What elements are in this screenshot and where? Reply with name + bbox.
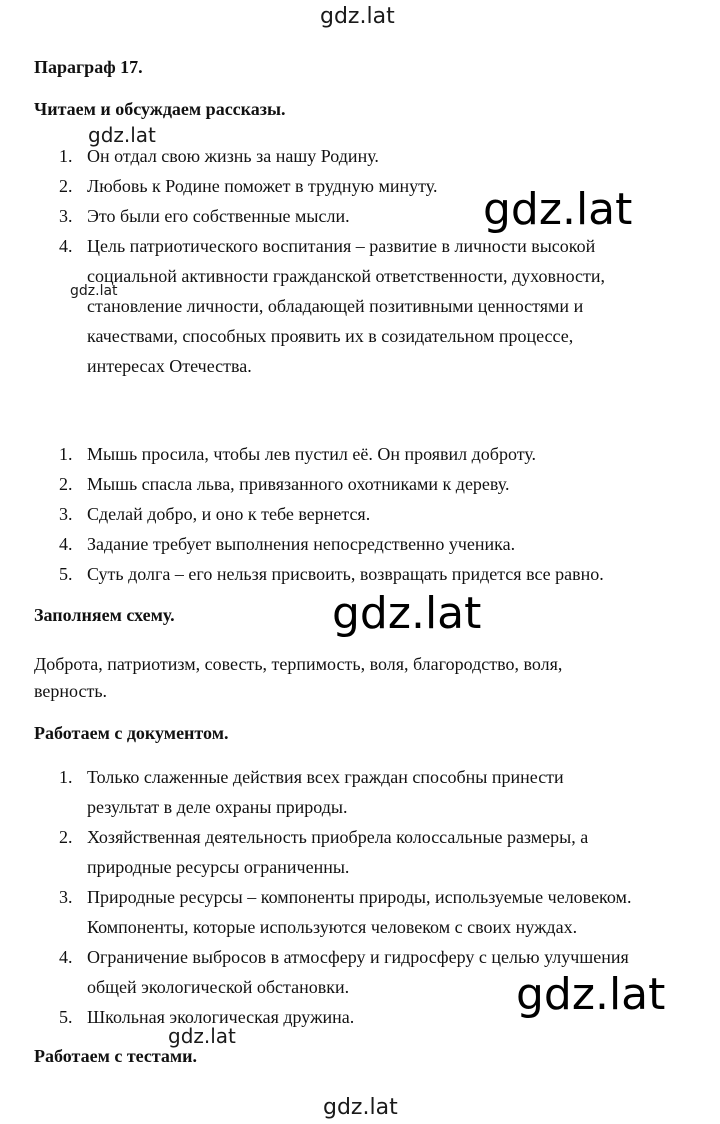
list-number: 1. xyxy=(59,767,73,787)
watermark-small: gdz.lat xyxy=(88,123,156,147)
list-item-text: Мышь просила, чтобы лев пустил её. Он проявил доброту. xyxy=(87,444,537,464)
list-item-text: Мышь спасла льва, привязанного охотниками к дереву. xyxy=(87,474,510,494)
section-heading-reading: Читаем и обсуждаем рассказы. xyxy=(34,99,286,119)
list-number: 3. xyxy=(59,206,73,226)
watermark-large: gdz.lat xyxy=(332,588,482,639)
list-number: 5. xyxy=(59,564,73,584)
section-heading-tests: Работаем с тестами. xyxy=(34,1046,198,1066)
list-item-text: Природные ресурсы – компоненты природы, используемые человеком. xyxy=(87,887,632,907)
list-number: 2. xyxy=(59,827,73,847)
list-number: 3. xyxy=(59,504,73,524)
list-item-text: Хозяйственная деятельность приобрела колоссальные размеры, а xyxy=(87,827,589,847)
list-item-text: Суть долга – его нельзя присвоить, возвращать придется все равно. xyxy=(87,564,604,584)
list-item-text: интересах Отечества. xyxy=(87,356,252,376)
list-item-text: становление личности, обладающей позитивными ценностями и xyxy=(87,296,584,316)
watermark-top: gdz.lat xyxy=(320,4,395,29)
watermark-small: gdz.lat xyxy=(168,1024,236,1048)
watermark-large: gdz.lat xyxy=(516,969,666,1020)
watermark-large: gdz.lat xyxy=(483,184,633,235)
list-item-text: Любовь к Родине поможет в трудную минуту. xyxy=(87,176,438,196)
list-item-text: Школьная экологическая дружина. xyxy=(87,1007,355,1027)
list-number: 4. xyxy=(59,947,73,967)
list-item-text: общей экологической обстановки. xyxy=(87,977,350,997)
list-number: 1. xyxy=(59,444,73,464)
list-number: 1. xyxy=(59,146,73,166)
scheme-text: Доброта, патриотизм, совесть, терпимость, воля, благородство, воля, xyxy=(34,654,563,674)
section-heading-scheme: Заполняем схему. xyxy=(34,605,175,625)
list-number: 2. xyxy=(59,474,73,494)
list-number: 5. xyxy=(59,1007,73,1027)
list-item-text: Задание требует выполнения непосредственно ученика. xyxy=(87,534,516,554)
list-item-text: Только слаженные действия всех граждан способны принести xyxy=(87,767,564,787)
list-number: 4. xyxy=(59,236,73,256)
list-item-text: природные ресурсы ограниченны. xyxy=(87,857,350,877)
watermark-bottom: gdz.lat xyxy=(323,1095,398,1120)
list-item-text: социальной активности гражданской ответственности, духовности, xyxy=(87,266,606,286)
list-item-text: качествами, способных проявить их в созидательном процессе, xyxy=(87,326,574,346)
list-item-text: Цель патриотического воспитания – развитие в личности высокой xyxy=(87,236,596,256)
paragraph-title: Параграф 17. xyxy=(34,57,143,77)
section-heading-document: Работаем с документом. xyxy=(34,723,229,743)
list-item-text: Ограничение выбросов в атмосферу и гидросферу с целью улучшения xyxy=(87,947,629,967)
list-item-text: Это были его собственные мысли. xyxy=(87,206,350,226)
list-number: 4. xyxy=(59,534,73,554)
list-item-text: результат в деле охраны природы. xyxy=(87,797,348,817)
scheme-text: верность. xyxy=(34,681,108,701)
list-number: 2. xyxy=(59,176,73,196)
list-item-text: Он отдал свою жизнь за нашу Родину. xyxy=(87,146,379,166)
list-item-text: Компоненты, которые используются человеком с своих нуждах. xyxy=(87,917,578,937)
list-item-text: Сделай добро, и оно к тебе вернется. xyxy=(87,504,371,524)
watermark-tiny: gdz.lat xyxy=(70,283,118,299)
list-number: 3. xyxy=(59,887,73,907)
